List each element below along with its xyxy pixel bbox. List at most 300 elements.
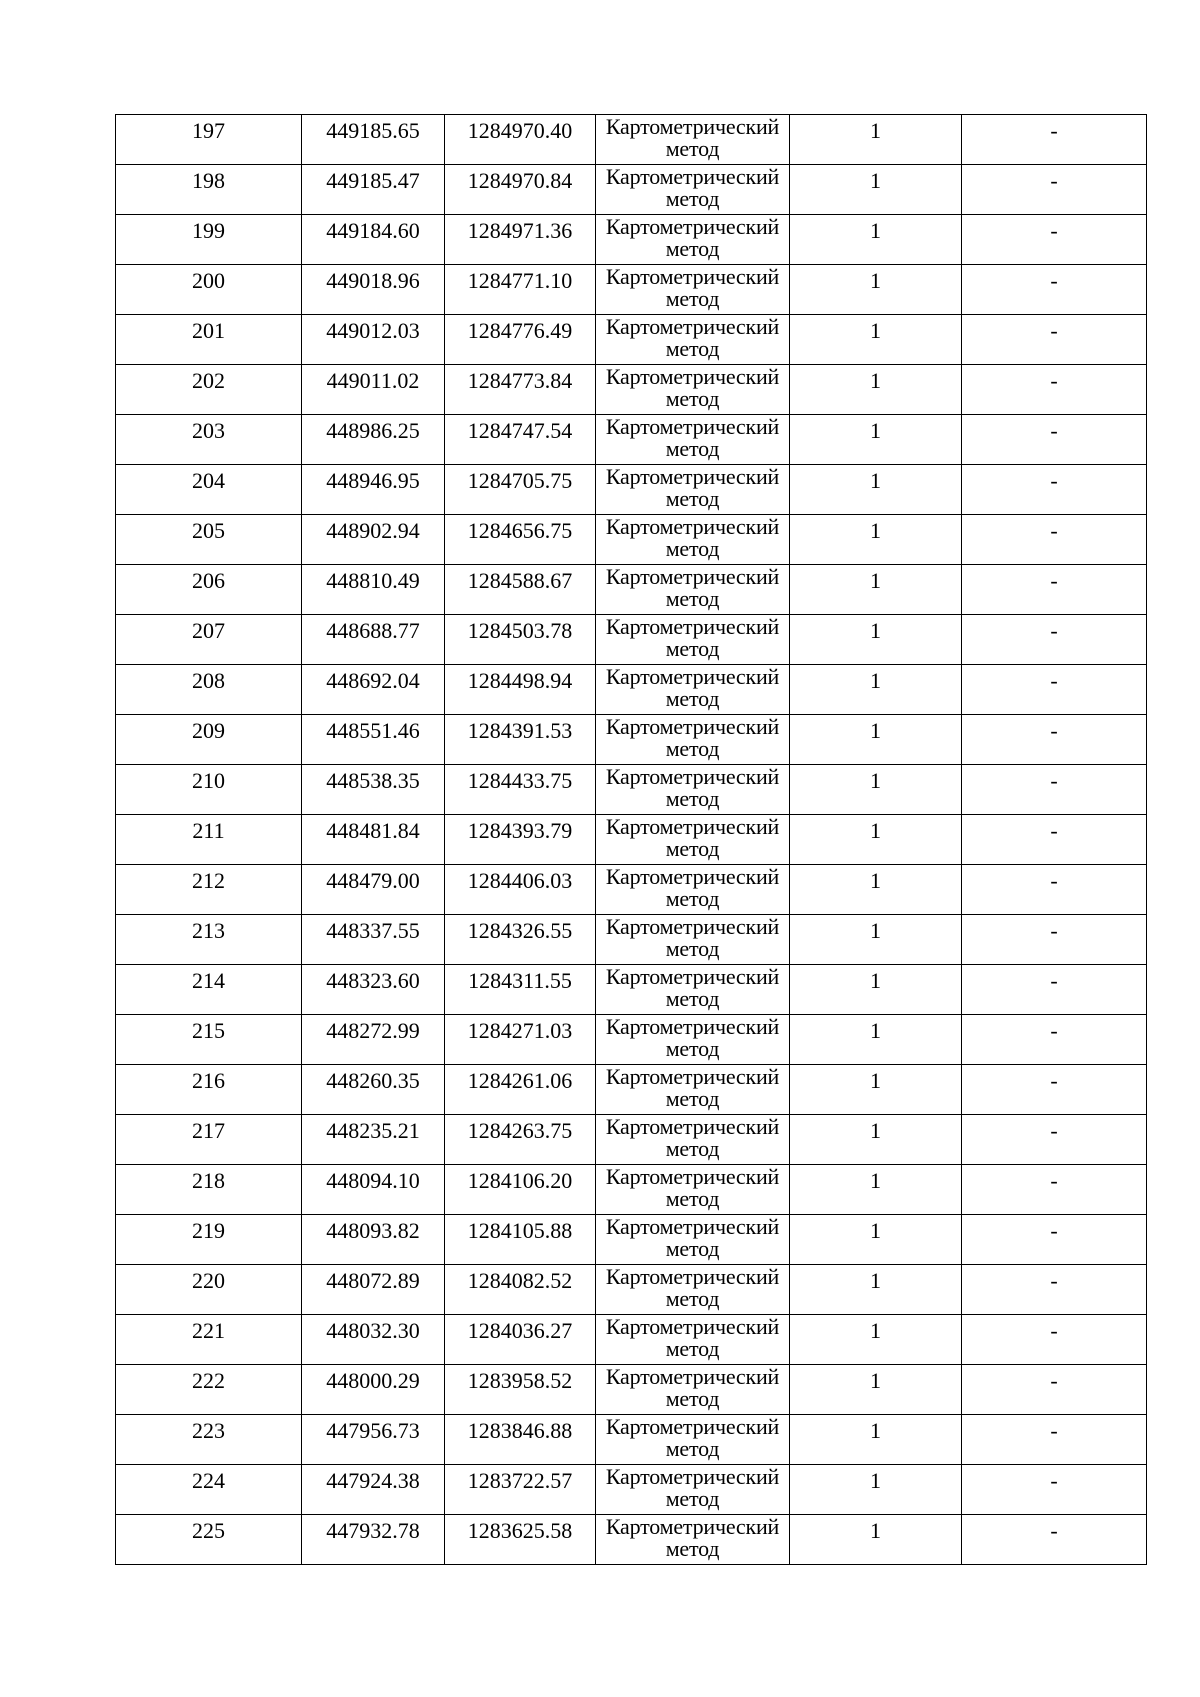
y-coordinate-cell	[445, 615, 596, 665]
y-coordinate: 1284263.75	[467, 1118, 573, 1143]
accuracy-cell	[790, 865, 962, 915]
y-coordinate: 1283722.57	[467, 1468, 573, 1493]
accuracy-value: 1	[870, 868, 881, 893]
accuracy-value: 1	[870, 768, 881, 793]
point-number-cell	[116, 415, 302, 465]
y-coordinate-cell	[445, 1415, 596, 1465]
table-row	[116, 365, 1147, 415]
method-line-1: Картометрический	[605, 314, 780, 339]
note-value: -	[1050, 168, 1058, 193]
method-line-1: Картометрический	[605, 514, 780, 539]
x-coordinate: 448260.35	[326, 1068, 420, 1093]
method-line-2: метод	[665, 1536, 720, 1561]
method-line-2: метод	[665, 1386, 720, 1411]
note-value: -	[1050, 268, 1058, 293]
x-coordinate-cell	[302, 465, 445, 515]
note-cell	[962, 565, 1147, 615]
point-number: 213	[192, 918, 225, 943]
accuracy-cell	[790, 415, 962, 465]
x-coordinate-cell	[302, 1465, 445, 1515]
note-value: -	[1050, 1068, 1058, 1093]
method-text	[596, 915, 789, 960]
note-value: -	[1050, 468, 1058, 493]
method-line-2: метод	[665, 286, 720, 311]
note-cell	[962, 115, 1147, 165]
note-cell	[962, 765, 1147, 815]
x-coordinate-cell	[302, 1415, 445, 1465]
accuracy-value: 1	[870, 1468, 881, 1493]
note-cell	[962, 865, 1147, 915]
accuracy-value: 1	[870, 218, 881, 243]
point-number: 204	[192, 468, 225, 493]
method-line-1: Картометрический	[605, 1164, 780, 1189]
y-coordinate: 1284261.06	[467, 1068, 573, 1093]
method-line-1: Картометрический	[605, 164, 780, 189]
method-line-1: Картометрический	[605, 364, 780, 389]
x-coordinate-cell	[302, 715, 445, 765]
x-coordinate: 449185.47	[326, 168, 420, 193]
x-coordinate-cell	[302, 1265, 445, 1315]
y-coordinate: 1284326.55	[467, 918, 573, 943]
y-coordinate-cell	[445, 1465, 596, 1515]
x-coordinate-cell	[302, 1065, 445, 1115]
x-coordinate: 449011.02	[326, 368, 420, 393]
x-coordinate: 448323.60	[326, 968, 420, 993]
x-coordinate: 449184.60	[326, 218, 420, 243]
note-value: -	[1050, 568, 1058, 593]
y-coordinate: 1284082.52	[467, 1268, 573, 1293]
method-text	[596, 965, 789, 1010]
note-value: -	[1050, 918, 1058, 943]
table-row	[116, 965, 1147, 1015]
method-line-2: метод	[665, 936, 720, 961]
y-coordinate-cell	[445, 265, 596, 315]
x-coordinate-cell	[302, 1515, 445, 1565]
point-number-cell	[116, 1465, 302, 1515]
note-value: -	[1050, 968, 1058, 993]
method-text	[596, 1265, 789, 1310]
y-coordinate-cell	[445, 965, 596, 1015]
point-number-cell	[116, 515, 302, 565]
x-coordinate: 448688.77	[326, 618, 420, 643]
method-text	[596, 1465, 789, 1510]
accuracy-cell	[790, 565, 962, 615]
method-line-2: метод	[665, 436, 720, 461]
accuracy-value: 1	[870, 968, 881, 993]
method-line-2: метод	[665, 486, 720, 511]
method-cell	[596, 515, 790, 565]
table-row	[116, 615, 1147, 665]
table-row	[116, 565, 1147, 615]
coordinates-table-body	[116, 115, 1147, 1565]
note-cell	[962, 815, 1147, 865]
x-coordinate: 448272.99	[326, 1018, 420, 1043]
y-coordinate-cell	[445, 1365, 596, 1415]
x-coordinate-cell	[302, 215, 445, 265]
point-number: 206	[192, 568, 225, 593]
method-text	[596, 1065, 789, 1110]
point-number: 200	[192, 268, 225, 293]
accuracy-value: 1	[870, 1218, 881, 1243]
method-line-2: метод	[665, 1136, 720, 1161]
y-coordinate: 1284498.94	[467, 668, 573, 693]
y-coordinate-cell	[445, 715, 596, 765]
y-coordinate: 1284391.53	[467, 718, 573, 743]
method-cell	[596, 665, 790, 715]
note-cell	[962, 715, 1147, 765]
x-coordinate: 448902.94	[326, 518, 420, 543]
note-value: -	[1050, 1368, 1058, 1393]
table-row	[116, 1515, 1147, 1565]
point-number-cell	[116, 1315, 302, 1365]
point-number: 203	[192, 418, 225, 443]
y-coordinate: 1284971.36	[467, 218, 573, 243]
y-coordinate-cell	[445, 1165, 596, 1215]
method-cell	[596, 565, 790, 615]
method-line-1: Картометрический	[605, 764, 780, 789]
accuracy-cell	[790, 165, 962, 215]
method-text	[596, 765, 789, 810]
point-number-cell	[116, 1165, 302, 1215]
method-line-1: Картометрический	[605, 664, 780, 689]
accuracy-value: 1	[870, 668, 881, 693]
method-line-1: Картометрический	[605, 1114, 780, 1139]
x-coordinate-cell	[302, 515, 445, 565]
y-coordinate: 1284036.27	[467, 1318, 573, 1343]
x-coordinate-cell	[302, 165, 445, 215]
y-coordinate-cell	[445, 1115, 596, 1165]
note-value: -	[1050, 868, 1058, 893]
x-coordinate-cell	[302, 1015, 445, 1065]
x-coordinate: 449018.96	[326, 268, 420, 293]
accuracy-cell	[790, 315, 962, 365]
accuracy-cell	[790, 1215, 962, 1265]
point-number-cell	[116, 365, 302, 415]
x-coordinate: 448235.21	[326, 1118, 420, 1143]
accuracy-value: 1	[870, 618, 881, 643]
method-line-2: метод	[665, 1286, 720, 1311]
method-text	[596, 265, 789, 310]
accuracy-cell	[790, 1515, 962, 1565]
point-number: 220	[192, 1268, 225, 1293]
method-text	[596, 315, 789, 360]
method-text	[596, 115, 789, 160]
x-coordinate: 448986.25	[326, 418, 420, 443]
x-coordinate: 448810.49	[326, 568, 420, 593]
table-row	[116, 1415, 1147, 1465]
point-number: 201	[192, 318, 225, 343]
method-line-1: Картометрический	[605, 864, 780, 889]
point-number-cell	[116, 765, 302, 815]
method-text	[596, 515, 789, 560]
method-line-2: метод	[665, 686, 720, 711]
accuracy-value: 1	[870, 918, 881, 943]
accuracy-cell	[790, 115, 962, 165]
method-line-2: метод	[665, 1186, 720, 1211]
method-text	[596, 1415, 789, 1460]
y-coordinate-cell	[445, 915, 596, 965]
y-coordinate-cell	[445, 415, 596, 465]
y-coordinate-cell	[445, 765, 596, 815]
x-coordinate-cell	[302, 115, 445, 165]
point-number: 225	[192, 1518, 225, 1543]
y-coordinate-cell	[445, 165, 596, 215]
x-coordinate-cell	[302, 1165, 445, 1215]
note-value: -	[1050, 768, 1058, 793]
table-row	[116, 1115, 1147, 1165]
method-line-2: метод	[665, 736, 720, 761]
table-row	[116, 1215, 1147, 1265]
y-coordinate-cell	[445, 215, 596, 265]
method-line-2: метод	[665, 1486, 720, 1511]
method-text	[596, 165, 789, 210]
x-coordinate-cell	[302, 565, 445, 615]
x-coordinate-cell	[302, 1115, 445, 1165]
accuracy-value: 1	[870, 518, 881, 543]
accuracy-cell	[790, 365, 962, 415]
point-number-cell	[116, 1415, 302, 1465]
point-number: 218	[192, 1168, 225, 1193]
x-coordinate: 447932.78	[326, 1518, 420, 1543]
method-text	[596, 1115, 789, 1160]
note-value: -	[1050, 618, 1058, 643]
method-line-2: метод	[665, 236, 720, 261]
x-coordinate: 448551.46	[326, 718, 420, 743]
note-cell	[962, 1465, 1147, 1515]
x-coordinate-cell	[302, 665, 445, 715]
x-coordinate-cell	[302, 815, 445, 865]
y-coordinate-cell	[445, 815, 596, 865]
x-coordinate-cell	[302, 365, 445, 415]
method-cell	[596, 965, 790, 1015]
y-coordinate-cell	[445, 865, 596, 915]
note-value: -	[1050, 1018, 1058, 1043]
accuracy-cell	[790, 1115, 962, 1165]
note-cell	[962, 415, 1147, 465]
y-coordinate: 1284393.79	[467, 818, 573, 843]
point-number: 222	[192, 1368, 225, 1393]
note-value: -	[1050, 718, 1058, 743]
method-cell	[596, 765, 790, 815]
table-row	[116, 1465, 1147, 1515]
y-coordinate-cell	[445, 1265, 596, 1315]
method-line-1: Картометрический	[605, 1364, 780, 1389]
accuracy-cell	[790, 265, 962, 315]
note-cell	[962, 1215, 1147, 1265]
accuracy-value: 1	[870, 418, 881, 443]
method-line-1: Картометрический	[605, 1214, 780, 1239]
x-coordinate-cell	[302, 265, 445, 315]
note-cell	[962, 365, 1147, 415]
point-number: 199	[192, 218, 225, 243]
accuracy-value: 1	[870, 318, 881, 343]
note-value: -	[1050, 1268, 1058, 1293]
x-coordinate-cell	[302, 865, 445, 915]
y-coordinate: 1284970.40	[467, 118, 573, 143]
note-value: -	[1050, 518, 1058, 543]
point-number: 212	[192, 868, 225, 893]
point-number-cell	[116, 265, 302, 315]
y-coordinate: 1284105.88	[467, 1218, 573, 1243]
method-line-2: метод	[665, 336, 720, 361]
y-coordinate: 1284970.84	[467, 168, 573, 193]
note-value: -	[1050, 1168, 1058, 1193]
note-value: -	[1050, 418, 1058, 443]
method-line-2: метод	[665, 1036, 720, 1061]
x-coordinate: 448072.89	[326, 1268, 420, 1293]
table-row	[116, 515, 1147, 565]
point-number-cell	[116, 815, 302, 865]
accuracy-value: 1	[870, 1018, 881, 1043]
point-number-cell	[116, 665, 302, 715]
method-line-1: Картометрический	[605, 214, 780, 239]
method-line-1: Картометрический	[605, 464, 780, 489]
method-line-2: метод	[665, 786, 720, 811]
method-cell	[596, 1465, 790, 1515]
x-coordinate: 447956.73	[326, 1418, 420, 1443]
point-number-cell	[116, 615, 302, 665]
method-line-2: метод	[665, 186, 720, 211]
note-cell	[962, 1315, 1147, 1365]
method-line-1: Картометрический	[605, 1414, 780, 1439]
method-line-1: Картометрический	[605, 564, 780, 589]
accuracy-value: 1	[870, 568, 881, 593]
note-value: -	[1050, 118, 1058, 143]
note-cell	[962, 265, 1147, 315]
point-number-cell	[116, 565, 302, 615]
method-cell	[596, 415, 790, 465]
accuracy-cell	[790, 515, 962, 565]
note-cell	[962, 1015, 1147, 1065]
y-coordinate: 1284656.75	[467, 518, 573, 543]
y-coordinate: 1284771.10	[467, 268, 573, 293]
method-line-2: метод	[665, 1436, 720, 1461]
point-number: 219	[192, 1218, 225, 1243]
accuracy-value: 1	[870, 1368, 881, 1393]
point-number-cell	[116, 465, 302, 515]
method-cell	[596, 115, 790, 165]
accuracy-cell	[790, 1315, 962, 1365]
x-coordinate-cell	[302, 1315, 445, 1365]
y-coordinate-cell	[445, 665, 596, 715]
point-number-cell	[116, 1365, 302, 1415]
accuracy-value: 1	[870, 268, 881, 293]
note-value: -	[1050, 218, 1058, 243]
point-number-cell	[116, 1015, 302, 1065]
method-text	[596, 565, 789, 610]
table-row	[116, 165, 1147, 215]
accuracy-cell	[790, 1065, 962, 1115]
point-number-cell	[116, 1215, 302, 1265]
y-coordinate-cell	[445, 1315, 596, 1365]
table-row	[116, 465, 1147, 515]
table-row	[116, 1065, 1147, 1115]
method-line-1: Картометрический	[605, 414, 780, 439]
method-cell	[596, 1415, 790, 1465]
x-coordinate: 448032.30	[326, 1318, 420, 1343]
y-coordinate-cell	[445, 465, 596, 515]
method-cell	[596, 1215, 790, 1265]
y-coordinate-cell	[445, 515, 596, 565]
method-text	[596, 615, 789, 660]
point-number: 216	[192, 1068, 225, 1093]
coordinates-table	[115, 114, 1147, 1565]
note-value: -	[1050, 1218, 1058, 1243]
note-cell	[962, 665, 1147, 715]
accuracy-value: 1	[870, 1418, 881, 1443]
method-line-2: метод	[665, 836, 720, 861]
table-row	[116, 1165, 1147, 1215]
y-coordinate-cell	[445, 115, 596, 165]
note-cell	[962, 615, 1147, 665]
point-number-cell	[116, 715, 302, 765]
y-coordinate: 1284106.20	[467, 1168, 573, 1193]
method-cell	[596, 1065, 790, 1115]
method-text	[596, 1215, 789, 1260]
note-cell	[962, 215, 1147, 265]
point-number-cell	[116, 965, 302, 1015]
y-coordinate-cell	[445, 1515, 596, 1565]
note-cell	[962, 465, 1147, 515]
method-cell	[596, 1165, 790, 1215]
note-cell	[962, 915, 1147, 965]
accuracy-value: 1	[870, 818, 881, 843]
accuracy-cell	[790, 1265, 962, 1315]
method-cell	[596, 865, 790, 915]
method-text	[596, 1015, 789, 1060]
y-coordinate: 1283958.52	[467, 1368, 573, 1393]
accuracy-value: 1	[870, 1118, 881, 1143]
accuracy-cell	[790, 1465, 962, 1515]
point-number: 208	[192, 668, 225, 693]
accuracy-value: 1	[870, 718, 881, 743]
method-cell	[596, 1315, 790, 1365]
note-value: -	[1050, 818, 1058, 843]
x-coordinate-cell	[302, 1365, 445, 1415]
note-cell	[962, 165, 1147, 215]
x-coordinate: 448479.00	[326, 868, 420, 893]
note-cell	[962, 315, 1147, 365]
accuracy-value: 1	[870, 468, 881, 493]
point-number: 210	[192, 768, 225, 793]
method-text	[596, 815, 789, 860]
accuracy-cell	[790, 1415, 962, 1465]
point-number: 214	[192, 968, 225, 993]
y-coordinate: 1284747.54	[467, 418, 573, 443]
method-text	[596, 465, 789, 510]
method-line-2: метод	[665, 1086, 720, 1111]
note-value: -	[1050, 1118, 1058, 1143]
method-line-2: метод	[665, 136, 720, 161]
method-line-2: метод	[665, 386, 720, 411]
note-value: -	[1050, 1318, 1058, 1343]
accuracy-value: 1	[870, 1318, 881, 1343]
method-line-2: метод	[665, 1236, 720, 1261]
accuracy-value: 1	[870, 168, 881, 193]
x-coordinate-cell	[302, 315, 445, 365]
y-coordinate-cell	[445, 1215, 596, 1265]
method-cell	[596, 365, 790, 415]
method-line-2: метод	[665, 586, 720, 611]
note-cell	[962, 1115, 1147, 1165]
y-coordinate-cell	[445, 1065, 596, 1115]
y-coordinate-cell	[445, 1015, 596, 1065]
point-number: 211	[192, 818, 225, 843]
note-value: -	[1050, 1468, 1058, 1493]
accuracy-cell	[790, 1015, 962, 1065]
method-cell	[596, 1265, 790, 1315]
point-number-cell	[116, 915, 302, 965]
